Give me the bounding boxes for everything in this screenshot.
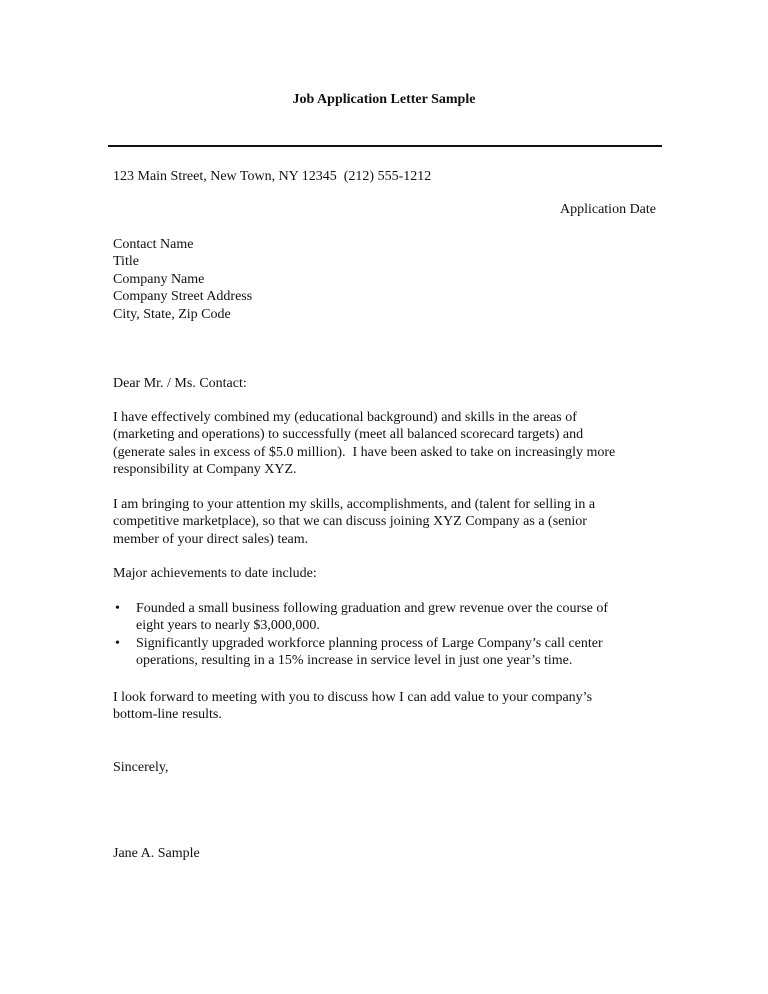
bullet-icon: • bbox=[115, 601, 120, 616]
sign-off: Sincerely, bbox=[113, 760, 169, 775]
paragraph-1-line: (generate sales in excess of $5.0 million). I have been asked to take on increasingly more bbox=[113, 444, 616, 460]
recipient-company-name: Company Name bbox=[113, 271, 205, 287]
bullet-icon: • bbox=[115, 635, 120, 651]
paragraph-1 bbox=[113, 409, 673, 479]
paragraph-1-line: (marketing and operations) to successfully (meet all balanced scorecard targets) and bbox=[113, 427, 584, 443]
recipient-street-address: Company Street Address bbox=[113, 289, 253, 305]
achievement-line: Founded a small business following graduation and grew revenue over the course of bbox=[136, 601, 608, 616]
paragraph-1-line: I have effectively combined my (educational background) and skills in the areas of bbox=[113, 410, 577, 425]
closing-paragraph bbox=[113, 689, 673, 724]
achievement-line: eight years to nearly $3,000,000. bbox=[136, 618, 320, 634]
paragraph-1-line: responsibility at Company XYZ. bbox=[113, 462, 297, 478]
salutation: Dear Mr. / Ms. Contact: bbox=[113, 376, 247, 391]
recipient-title: Title bbox=[113, 254, 139, 270]
recipient-address-block bbox=[113, 236, 673, 323]
closing-paragraph-line: bottom-line results. bbox=[113, 707, 222, 723]
recipient-city-state-zip: City, State, Zip Code bbox=[113, 306, 231, 322]
closing-paragraph-line: I look forward to meeting with you to discuss how I can add value to your company’s bbox=[113, 690, 593, 705]
header-divider bbox=[108, 145, 662, 147]
achievement-item bbox=[113, 635, 673, 670]
paragraph-2 bbox=[113, 496, 673, 548]
paragraph-2-line: competitive marketplace), so that we can discuss joining XYZ Company as a (senior bbox=[113, 514, 587, 530]
signature-name: Jane A. Sample bbox=[113, 846, 200, 861]
paragraph-2-line: I am bringing to your attention my skills, accomplishments, and (talent for selling in a bbox=[113, 497, 596, 512]
sender-address-line: 123 Main Street, New Town, NY 12345 (212) 555-1212 bbox=[113, 169, 432, 184]
application-date: Application Date bbox=[559, 202, 656, 217]
document-title: Job Application Letter Sample bbox=[292, 92, 476, 107]
achievement-line: operations, resulting in a 15% increase in service level in just one year’s time. bbox=[136, 653, 573, 669]
achievements-list bbox=[113, 600, 673, 670]
paragraph-2-line: member of your direct sales) team. bbox=[113, 531, 309, 547]
recipient-contact-name: Contact Name bbox=[113, 237, 194, 252]
achievement-line: Significantly upgraded workforce planning process of Large Company’s call center bbox=[136, 635, 603, 651]
achievements-intro: Major achievements to date include: bbox=[113, 566, 317, 581]
achievement-item bbox=[113, 600, 673, 635]
